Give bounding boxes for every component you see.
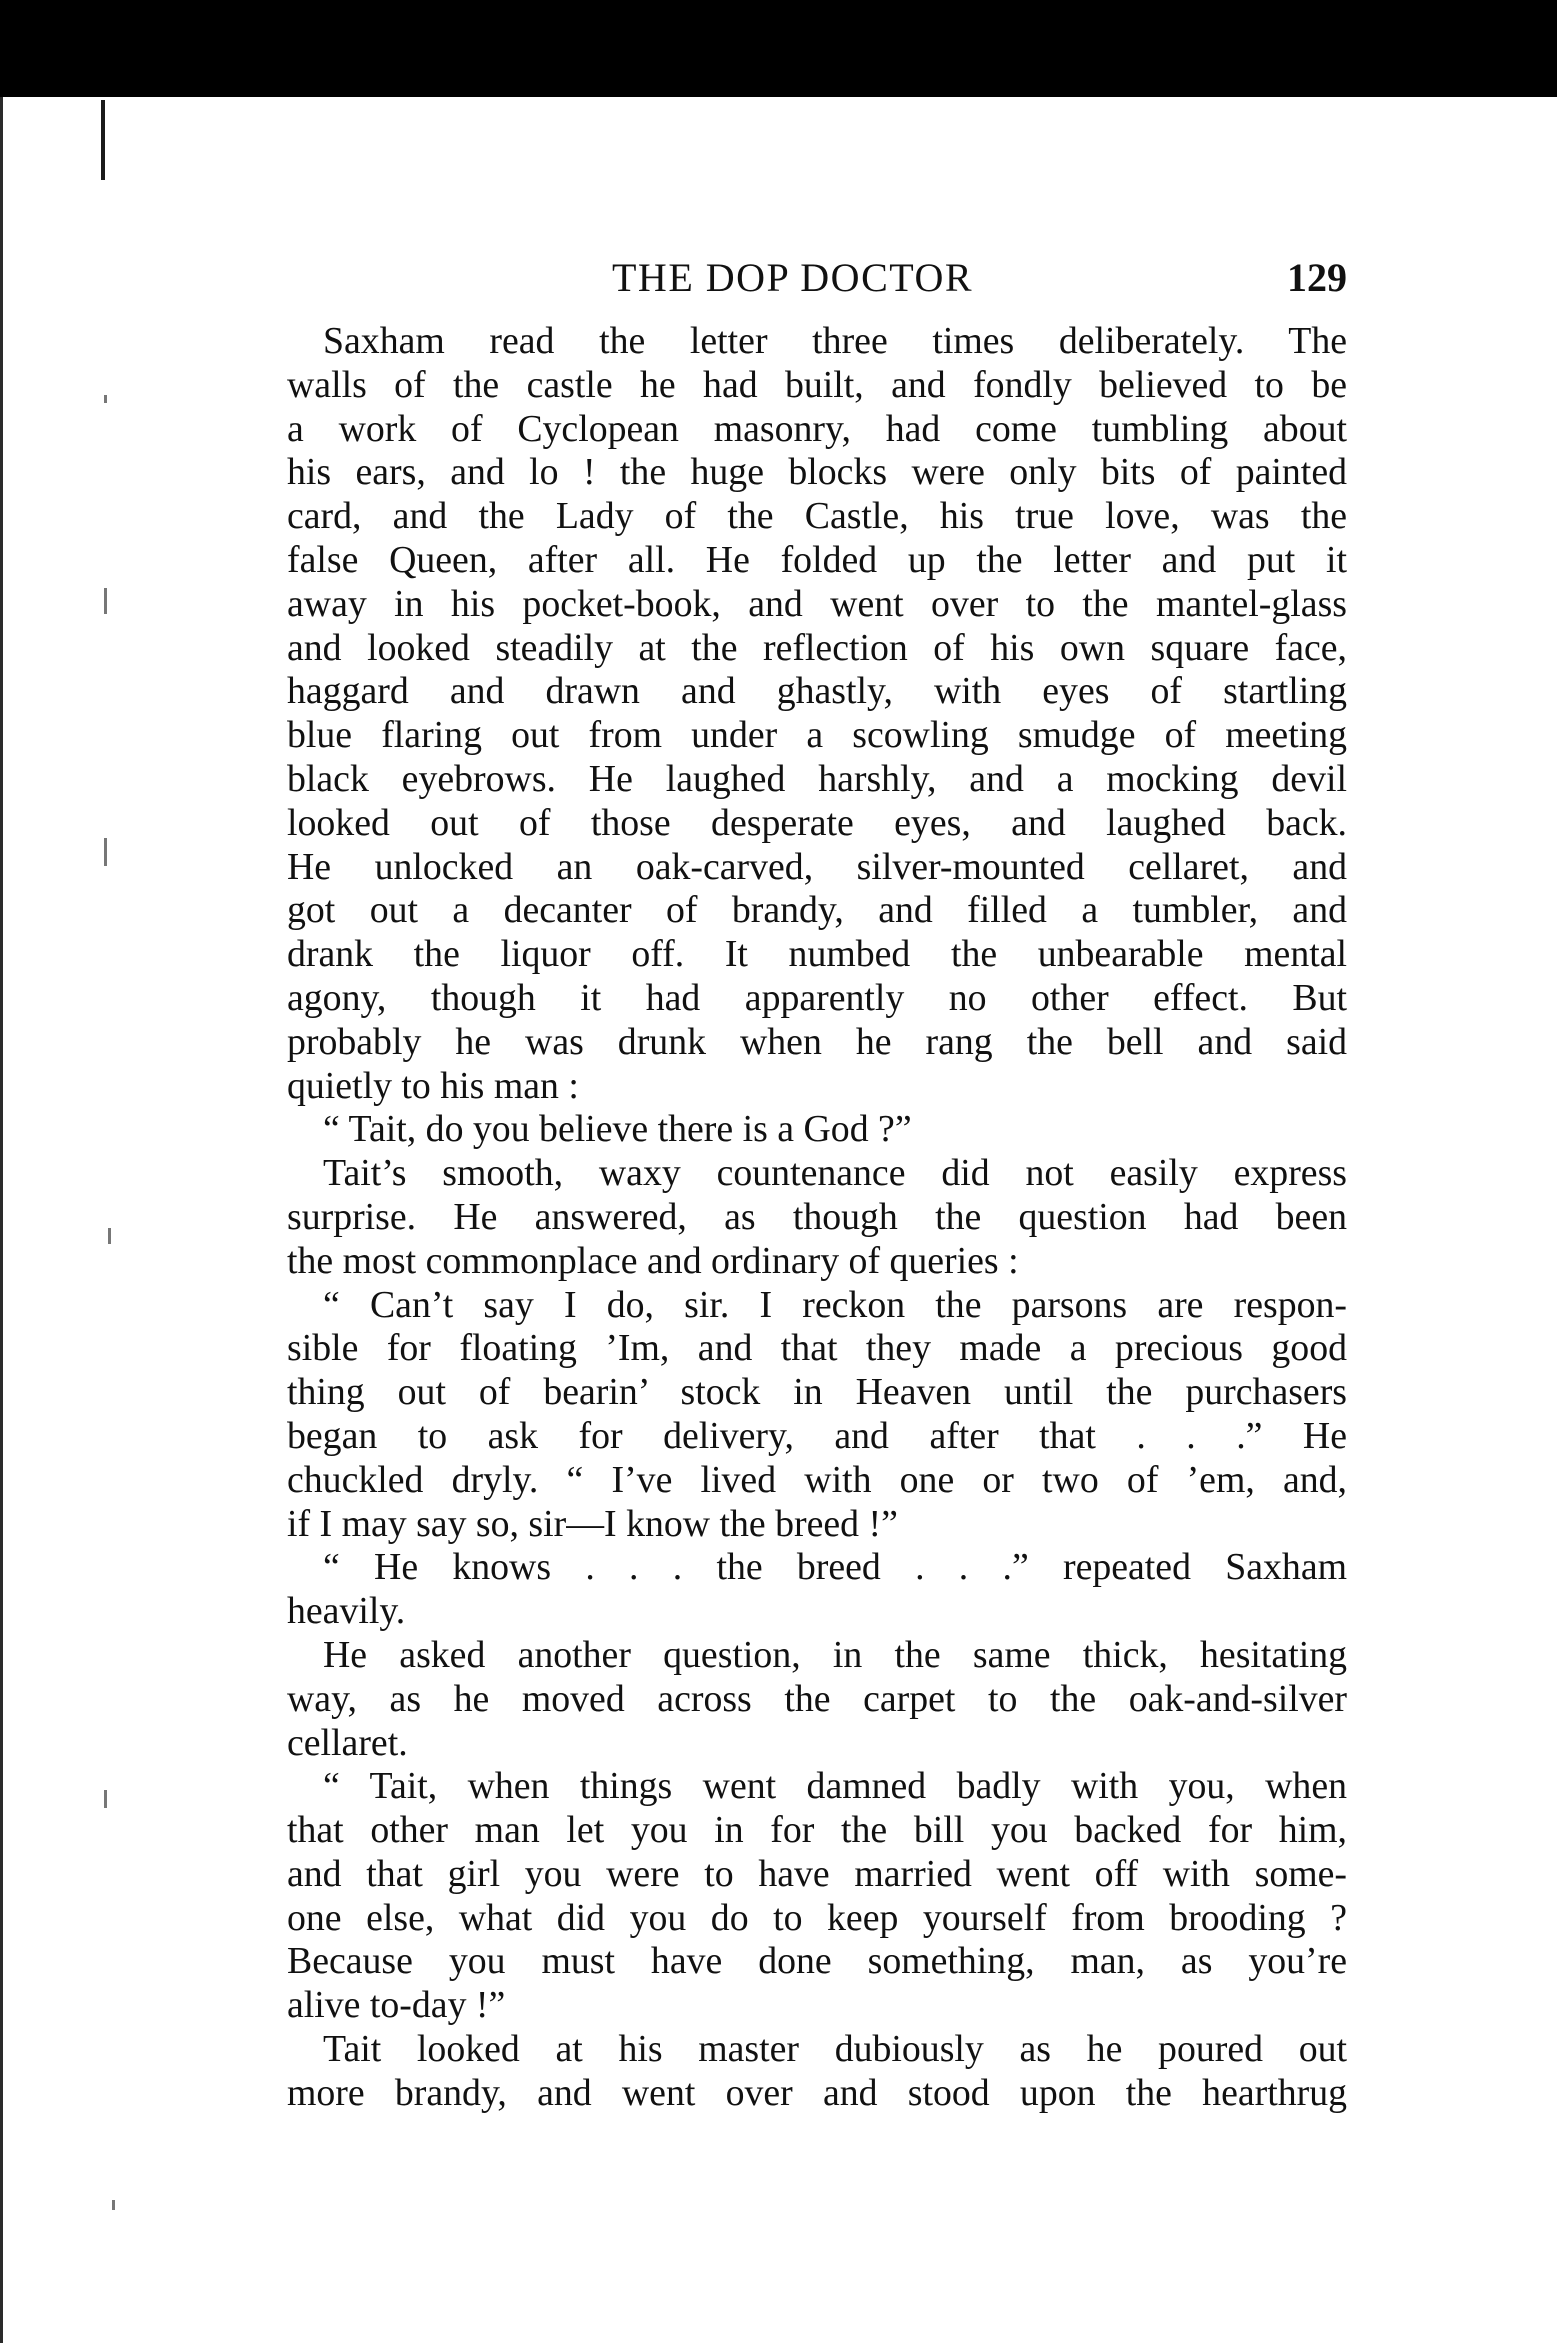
text-line: Saxham read the letter three times deliberately. The [323, 320, 1347, 362]
text-line: Because you must have done something, man, as you’re [287, 1940, 1347, 1983]
text-line: thing out of bearin’ stock in Heaven until the purchasers [287, 1371, 1347, 1414]
scan-top-border [0, 0, 1557, 97]
text-line: heavily. [287, 1590, 406, 1633]
margin-mark [101, 100, 105, 180]
text-line: alive to-day !” [287, 1984, 506, 2027]
text-line: “ He knows . . . the breed . . .” repeated Saxham [323, 1546, 1347, 1589]
margin-speck [108, 1228, 111, 1244]
text-line: and looked steadily at the reflection of his own square face, [287, 626, 1347, 669]
text-line: the most commonplace and ordinary of queries : [287, 1239, 1019, 1282]
text-line: Tait’s smooth, waxy countenance did not easily express [323, 1152, 1347, 1195]
text-line: Tait looked at his master dubiously as he poured out [323, 2028, 1347, 2071]
text-line: cellaret. [287, 1721, 408, 1764]
running-head [287, 254, 1347, 306]
page-number: 129 [1287, 255, 1347, 300]
margin-speck [104, 838, 107, 866]
scan-left-edge [0, 97, 3, 2343]
margin-speck [104, 588, 107, 614]
text-line: way, as he moved across the carpet to the oak-and-silver [287, 1677, 1347, 1720]
text-line: that other man let you in for the bill you backed for him, [287, 1809, 1347, 1852]
text-line: sible for floating ’Im, and that they made a precious good [287, 1327, 1347, 1370]
text-line: and that girl you were to have married went off with some- [287, 1852, 1347, 1895]
text-line: He asked another question, in the same thick, hesitating [323, 1633, 1347, 1676]
text-line: card, and the Lady of the Castle, his true love, was the [287, 495, 1347, 538]
text-line: if I may say so, sir—I know the breed !” [287, 1502, 898, 1545]
text-line: “ Tait, do you believe there is a God ?” [323, 1108, 912, 1151]
text-line: false Queen, after all. He folded up the letter and put it [287, 538, 1347, 581]
text-line: blue flaring out from under a scowling smudge of meeting [287, 714, 1347, 757]
margin-speck [104, 395, 107, 403]
text-line: one else, what did you do to keep yourself from brooding ? [287, 1896, 1347, 1939]
text-line: looked out of those desperate eyes, and laughed back. [287, 801, 1347, 844]
text-line: drank the liquor off. It numbed the unbearable mental [287, 933, 1347, 976]
running-title: THE DOP DOCTOR [612, 255, 974, 300]
text-line: a work of Cyclopean masonry, had come tumbling about [287, 407, 1347, 450]
text-line: away in his pocket-book, and went over to the mantel-glass [287, 582, 1347, 625]
margin-speck [104, 1790, 107, 1808]
text-line: agony, though it had apparently no other effect. But [287, 976, 1347, 1019]
text-line: He unlocked an oak-carved, silver-mounted cellaret, and [287, 845, 1347, 888]
margin-speck [112, 2200, 115, 2210]
text-line: his ears, and lo ! the huge blocks were only bits of painted [287, 451, 1347, 494]
text-line: haggard and drawn and ghastly, with eyes of startling [287, 670, 1347, 713]
text-line: probably he was drunk when he rang the bell and said [287, 1020, 1347, 1063]
text-line: chuckled dryly. “ I’ve lived with one or two of ’em, and, [287, 1458, 1347, 1501]
text-line: surprise. He answered, as though the question had been [287, 1195, 1347, 1238]
text-line: walls of the castle he had built, and fondly believed to be [287, 363, 1347, 406]
text-line: quietly to his man : [287, 1064, 579, 1107]
body-text [287, 320, 1347, 2116]
text-line: “ Can’t say I do, sir. I reckon the parsons are respon- [323, 1283, 1347, 1326]
text-line: more brandy, and went over and stood upon the hearthrug [287, 2071, 1347, 2114]
text-line: black eyebrows. He laughed harshly, and a mocking devil [287, 757, 1347, 800]
text-line: got out a decanter of brandy, and filled a tumbler, and [287, 889, 1347, 932]
text-line: began to ask for delivery, and after that . . .” He [287, 1414, 1347, 1457]
text-line: “ Tait, when things went damned badly with you, when [323, 1765, 1347, 1808]
